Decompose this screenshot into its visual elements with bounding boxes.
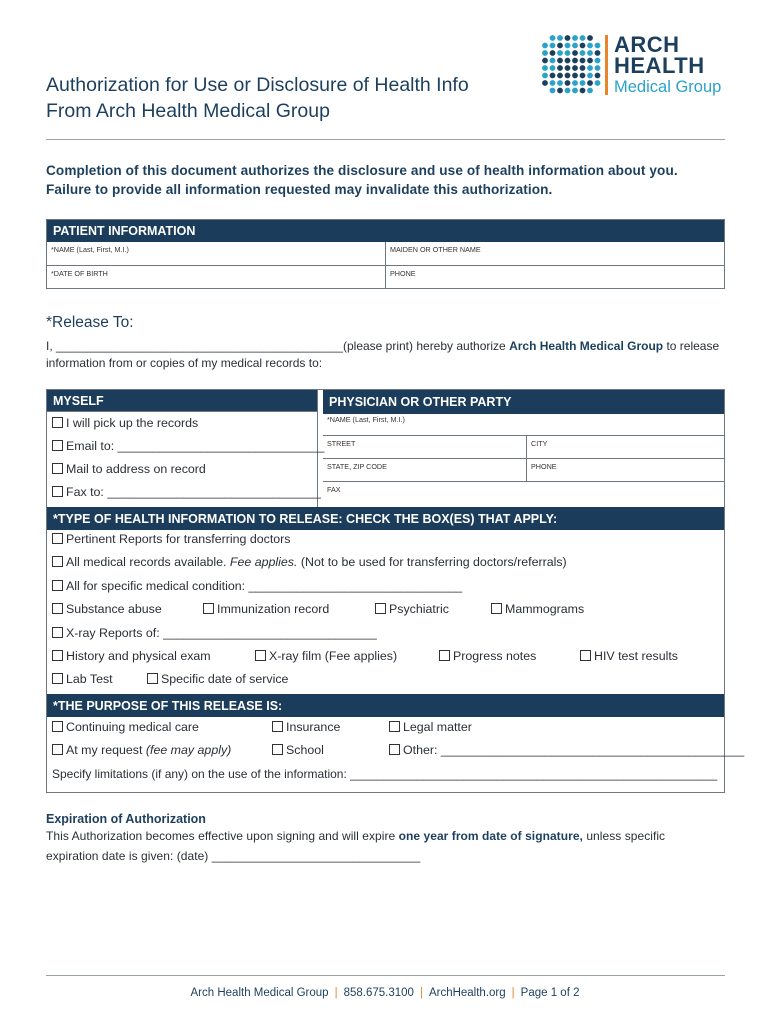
checkbox[interactable] [272,721,283,732]
logo-dot [542,58,548,64]
expiration-line-1-a: This Authorization becomes effective upon signing and will expire [46,829,399,843]
option-lab-test[interactable] [52,671,113,687]
logo-dot [550,58,556,64]
release-line-2: information from or copies of my medical records to: [46,356,323,370]
logo-dot [542,50,548,56]
patient-name-label: *NAME (Last, First, M.I.) [51,245,129,254]
footer-separator: | [419,987,423,999]
checkbox[interactable] [580,650,591,661]
option-substance-abuse-label: Substance abuse [66,602,162,616]
checkbox[interactable] [52,417,63,428]
logo-dot [580,58,586,64]
logo-dot [550,73,556,79]
checkbox[interactable] [272,744,283,755]
logo-dot [565,80,571,86]
option-legal-matter[interactable] [389,719,472,735]
footer-separator: | [511,987,515,999]
logo-dot [572,80,578,86]
type-info-header: *TYPE OF HEALTH INFORMATION TO RELEASE: CHECK THE BOX(ES) THAT APPLY: [47,507,724,530]
logo-dots-icon [541,34,601,96]
logo-dot [572,43,578,49]
footer-org: Arch Health Medical Group [190,987,329,999]
all-records-fee: Fee applies. [229,555,298,569]
checkbox[interactable] [52,556,63,567]
option-pick-up-label: I will pick up the records [66,416,199,430]
option-mail[interactable] [52,461,206,477]
expiration-title: Expiration of Authorization [46,812,206,826]
logo-dot [587,80,593,86]
option-fax[interactable] [52,484,321,500]
logo-dot [557,43,563,49]
checkbox[interactable] [52,650,63,661]
logo-dot [587,50,593,56]
patient-info-section [46,219,725,289]
checkbox[interactable] [52,744,63,755]
option-school[interactable] [272,742,324,758]
logo-dot [550,50,556,56]
header-divider [46,139,725,140]
title-line-2: From Arch Health Medical Group [46,100,330,122]
checkbox[interactable] [439,650,450,661]
option-mammograms-label: Mammograms [505,602,585,616]
physician-phone-label: PHONE [531,462,557,471]
checkbox[interactable] [52,440,63,451]
intro-line-1: Completion of this document authorizes the disclosure and use of health information about you. [46,163,678,178]
checkbox[interactable] [52,533,63,544]
street-label: STREET [327,439,356,448]
logo-dot [542,65,548,71]
logo-dot [550,80,556,86]
option-lab-test-label: Lab Test [66,672,113,686]
page-title [46,72,536,124]
checkbox[interactable] [147,673,158,684]
logo-dot [557,73,563,79]
option-history-physical-label: History and physical exam [66,649,211,663]
title-line-1: Authorization for Use or Disclosure of Health Info [46,74,469,96]
checkbox[interactable] [52,627,63,638]
logo-dot [587,88,593,94]
release-line-1 [46,338,736,355]
option-insurance-label: Insurance [286,720,341,734]
logo-divider [605,35,608,95]
physician-name-label: *NAME (Last, First, M.I.) [327,415,405,424]
logo-dot [557,35,563,41]
maiden-name-label: MAIDEN OR OTHER NAME [390,245,481,254]
option-other[interactable] [389,742,744,758]
logo-dot [565,73,571,79]
physician-fax-label: FAX [327,485,341,494]
page-footer [0,987,770,999]
release-org-name: Arch Health Medical Group [509,339,664,353]
option-xray-reports[interactable] [52,625,377,641]
footer-separator: | [334,987,338,999]
option-continuing-care-label: Continuing medical care [66,720,199,734]
logo-dot [572,35,578,41]
option-progress-notes[interactable] [439,648,536,664]
expiration-line-1 [46,828,736,845]
logo-dot [595,80,601,86]
logo-dot [595,73,601,79]
checkbox[interactable] [52,673,63,684]
all-records-text-c: (Not to be used for transferring doctors/referrals) [297,555,567,569]
option-my-request-fee: (fee may apply) [145,743,232,757]
logo-text-medical-group: Medical Group [614,78,722,96]
release-line-1-suffix: to release [663,339,720,353]
expiration-text [46,828,736,865]
patient-phone-label: PHONE [390,269,416,278]
logo-dot [565,65,571,71]
logo-dot [587,35,593,41]
checkbox[interactable] [389,744,400,755]
option-mammograms[interactable] [491,601,584,617]
logo-dot [580,80,586,86]
logo-dot [580,65,586,71]
option-insurance[interactable] [272,719,340,735]
logo-dot [587,43,593,49]
logo-dot [587,65,593,71]
option-progress-notes-label: Progress notes [453,649,537,663]
physician-name-field[interactable] [323,412,724,436]
option-my-request[interactable] [52,742,231,758]
option-pick-up[interactable] [52,415,198,431]
logo-dot [550,35,556,41]
option-hiv-test-label: HIV test results [594,649,679,663]
logo-dot [565,88,571,94]
checkbox[interactable] [203,603,214,614]
option-specific-condition-label: All for specific medical condition: _______________________________ [66,579,463,593]
logo-dot [542,80,548,86]
logo-dot [550,88,556,94]
state-zip-label: STATE, ZIP CODE [327,462,387,471]
date-of-birth-field[interactable] [47,266,386,288]
checkbox[interactable] [52,603,63,614]
option-mail-label: Mail to address on record [66,462,206,476]
logo-dot [580,88,586,94]
intro-text [46,161,736,199]
logo-dot [580,43,586,49]
logo-dot [557,50,563,56]
option-specific-date-label: Specific date of service [161,672,289,686]
checkbox[interactable] [255,650,266,661]
logo-dot [572,65,578,71]
logo-dot [580,73,586,79]
footer-page: Page 1 of 2 [520,987,580,999]
intro-line-2: Failure to provide all information requested may invalidate this authorization. [46,182,553,197]
option-fax-label: Fax to: _______________________________ [66,485,321,499]
option-all-records[interactable] [52,554,567,570]
option-psychiatric-label: Psychiatric [389,602,449,616]
checkbox[interactable] [52,486,63,497]
footer-divider [46,975,725,976]
logo-dot [557,65,563,71]
logo-text-health: HEALTH [614,53,705,78]
checkbox[interactable] [52,721,63,732]
maiden-name-field[interactable] [386,242,724,266]
city-label: CITY [531,439,548,448]
checkbox[interactable] [52,463,63,474]
option-school-label: School [286,743,324,757]
footer-site[interactable]: ArchHealth.org [428,987,506,999]
logo-dot [557,88,563,94]
logo-dot [550,43,556,49]
logo-dot [565,50,571,56]
expiration-line-2: expiration date is given: (date) _______________________________ [46,849,421,863]
option-legal-matter-label: Legal matter [403,720,472,734]
logo-dot [557,80,563,86]
physician-header: PHYSICIAN OR OTHER PARTY [323,390,724,414]
logo-dot [572,50,578,56]
logo-dot [550,65,556,71]
physician-fax-field[interactable] [323,482,724,507]
footer-phone: 858.675.3100 [343,987,414,999]
option-history-physical[interactable] [52,648,211,664]
logo-dot [580,35,586,41]
logo-dot [572,58,578,64]
option-email-label: Email to: ______________________________ [66,439,325,453]
option-other-label: Other: ____________________________________________ [403,743,745,757]
logo-text-arch: ARCH [614,32,680,57]
logo-dot [565,43,571,49]
logo-dot [580,50,586,56]
logo-dot [595,65,601,71]
option-xray-reports-label: X-ray Reports of: _______________________________ [66,626,377,640]
physician-phone-field[interactable] [527,459,724,482]
patient-info-header: PATIENT INFORMATION [47,220,724,242]
arch-health-logo [541,34,731,98]
checkbox[interactable] [52,580,63,591]
expiration-line-1-b: one year from date of signature, [398,829,583,843]
checkbox[interactable] [375,603,386,614]
release-statement [46,338,736,372]
logo-dot [587,58,593,64]
checkbox[interactable] [491,603,502,614]
myself-header: MYSELF [47,390,317,411]
purpose-header: *THE PURPOSE OF THIS RELEASE IS: [47,694,724,717]
logo-dot [565,58,571,64]
release-details-box [46,389,745,793]
logo-dot [595,43,601,49]
option-substance-abuse[interactable] [52,601,162,617]
option-xray-film[interactable] [255,648,397,664]
release-to-title: *Release To: [46,314,134,331]
option-xray-film-label: X-ray film (Fee applies) [269,649,398,663]
date-of-birth-label: *DATE OF BIRTH [51,269,108,278]
logo-dot [565,35,571,41]
logo-dot [572,88,578,94]
logo-dot [557,58,563,64]
option-specific-condition[interactable] [52,578,462,594]
logo-dot [572,73,578,79]
option-immunization-label: Immunization record [217,602,330,616]
logo-dot [587,73,593,79]
option-my-request-label: At my request [66,743,146,757]
logo-dot [595,58,601,64]
option-pertinent-reports-label: Pertinent Reports for transferring doctors [66,532,291,546]
logo-dot [542,73,548,79]
option-email[interactable] [52,438,324,454]
release-line-1-prefix: I, ___________________________________________(please print) hereby authorize [46,339,510,353]
logo-dot [542,43,548,49]
logo-dot [595,50,601,56]
city-field[interactable] [527,436,724,459]
myself-divider [47,411,317,412]
option-psychiatric[interactable] [375,601,449,617]
checkbox[interactable] [389,721,400,732]
expiration-line-1-c: unless specific [582,829,666,843]
option-specific-date[interactable] [147,671,288,687]
option-hiv-test[interactable] [580,648,678,664]
limitations-field[interactable]: Specify limitations (if any) on the use of the information: _______________________________________________________ [52,767,718,781]
state-zip-field[interactable] [323,459,527,482]
street-field[interactable] [323,436,527,459]
all-records-text-a: All medical records available. [66,555,230,569]
option-immunization[interactable] [203,601,329,617]
option-pertinent-reports[interactable] [52,531,291,547]
option-continuing-care[interactable] [52,719,199,735]
patient-phone-field[interactable] [386,266,724,288]
patient-name-field[interactable] [47,242,386,266]
